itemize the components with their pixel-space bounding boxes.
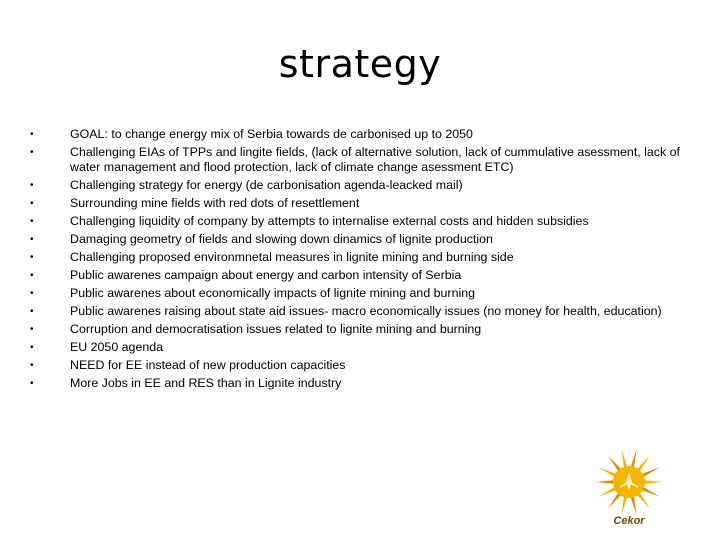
bullet-dot: • xyxy=(30,360,34,371)
bullet-dot: • xyxy=(30,180,34,191)
sun-ray xyxy=(643,480,663,484)
bullet-text: Challenging strategy for energy (de carbonisation agenda-leacked mail) xyxy=(70,178,463,192)
bullet-item xyxy=(30,232,680,247)
bullet-text: More Jobs in EE and RES than in Lignite industry xyxy=(70,376,342,390)
bullet-dot: • xyxy=(30,234,34,245)
bullet-text: Challenging proposed environmnetal measures in lignite mining and burning side xyxy=(70,250,514,264)
sun-ray xyxy=(621,449,627,469)
bullet-text: Public awarenes about economically impacts of lignite mining and burning xyxy=(70,286,475,300)
bullet-text: Corruption and democratisation issues related to lignite mining and burning xyxy=(70,322,482,336)
bullet-text: Challenging EIAs of TPPs and lingite fields, (lack of alternative solution, lack of cummulative asessment, lack of water management and flood protection, lack of climate change asessment ETC) xyxy=(70,145,680,174)
bullet-item xyxy=(30,127,680,142)
bullet-text: Damaging geometry of fields and slowing down dinamics of lignite production xyxy=(70,232,493,246)
bullet-text: GOAL: to change energy mix of Serbia towards de carbonised up to 2050 xyxy=(70,127,473,141)
bullet-item xyxy=(30,196,680,211)
bullet-text: Public awarenes raising about state aid issues- macro economically issues (no money for health, education) xyxy=(70,304,662,318)
sun-ray xyxy=(595,480,615,484)
bullet-dot: • xyxy=(30,270,34,281)
bullet-text: Challenging liquidity of company by attempts to internalise external costs and hidden subsidies xyxy=(70,214,589,228)
sun-ray xyxy=(630,449,636,469)
bullet-item xyxy=(30,322,680,337)
bullet-dot: • xyxy=(30,288,34,299)
bullet-dot: • xyxy=(30,378,34,389)
bullet-dot: • xyxy=(30,198,34,209)
bullet-item xyxy=(30,145,680,175)
bullet-item xyxy=(30,286,680,301)
bullet-list xyxy=(30,127,680,394)
bullet-text: EU 2050 agenda xyxy=(70,340,164,354)
bullet-item xyxy=(30,358,680,373)
sun-ray xyxy=(621,495,627,515)
sun-icon xyxy=(595,449,663,515)
sun-ray xyxy=(630,495,636,515)
bullet-item xyxy=(30,376,680,391)
bullet-text: Public awarenes campaign about energy and carbon intensity of Serbia xyxy=(70,268,462,282)
bullet-item xyxy=(30,268,680,283)
slide-title: strategy xyxy=(278,42,442,86)
bullet-dot: • xyxy=(30,216,34,227)
bullet-item xyxy=(30,304,680,319)
bullet-item xyxy=(30,214,680,229)
bullet-text: Surrounding mine fields with red dots of resettlement xyxy=(70,196,360,210)
bullet-item xyxy=(30,250,680,265)
bullet-dot: • xyxy=(30,147,34,158)
bullet-text: NEED for EE instead of new production capacities xyxy=(70,358,346,372)
bullet-item xyxy=(30,178,680,193)
cekor-logo xyxy=(584,440,674,530)
logo-text: Cekor xyxy=(613,515,645,527)
bullet-dot: • xyxy=(30,252,34,263)
bullet-dot: • xyxy=(30,342,34,353)
bullet-dot: • xyxy=(30,306,34,317)
bullet-dot: • xyxy=(30,324,34,335)
bullet-dot: • xyxy=(30,129,34,140)
bullet-item xyxy=(30,340,680,355)
